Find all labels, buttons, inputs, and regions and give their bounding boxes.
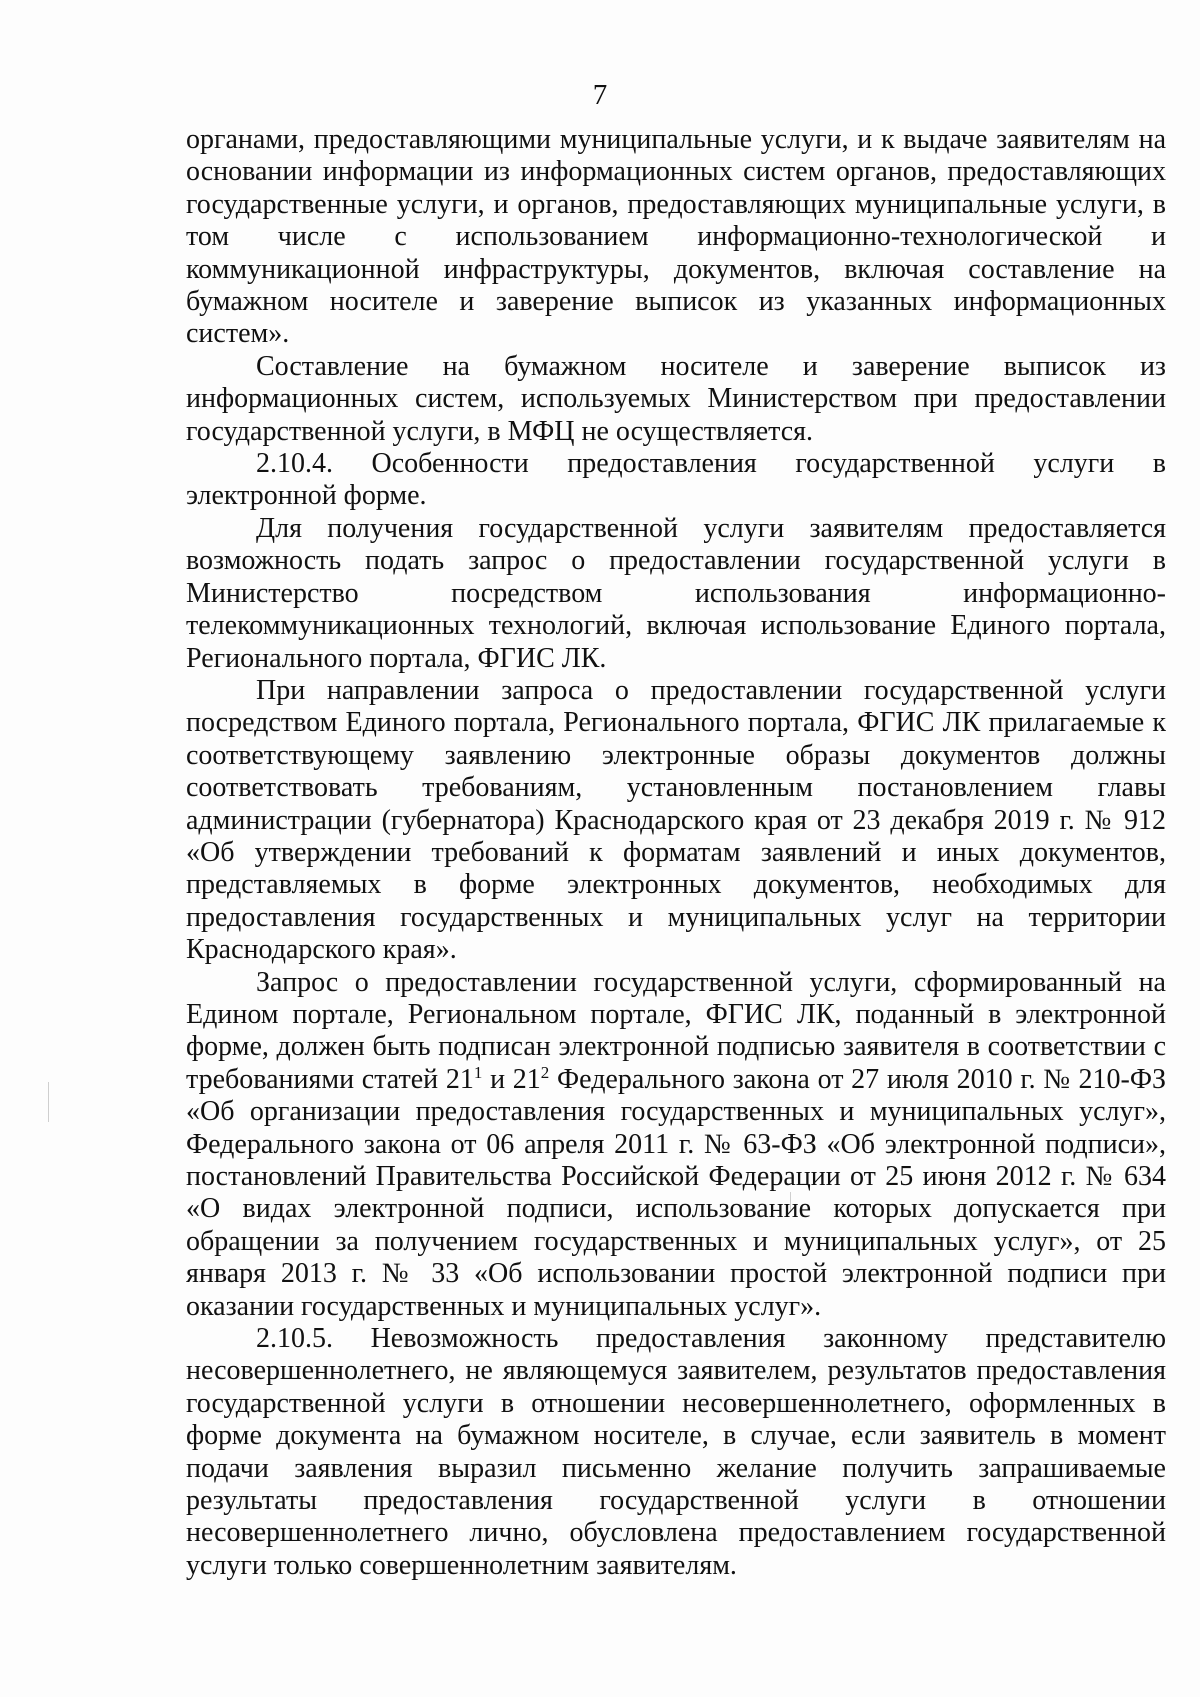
superscript-article-21-2: 2 <box>540 1062 550 1082</box>
section-paragraph-2-10-5: 2.10.5. Невозможность предоставления законному представителю несовершеннолетнего, не являющемуся заявителем, результатов предоставления государственной услуги в отношении несовершеннолетнего, оформленных в форме документа на бумажном носителе, в случае, если заявитель в момент подачи заявления выразил письменно желание получить запрашиваемые результаты предоставления государственной услуги в отношении несовершеннолетнего лично, обусловлена предоставлением государственной услуги только совершеннолетним заявителям. <box>186 1323 1166 1581</box>
paragraph-electronic-signature <box>186 967 1166 1323</box>
paragraph-mfc-extracts: Составление на бумажном носителе и заверение выписок из информационных систем, используемых Министерством при предоставлении государственной услуги, в МФЦ не осуществляется. <box>186 350 1166 447</box>
scan-margin-mark <box>48 1082 49 1122</box>
section-heading-2-10-4: 2.10.4. Особенности предоставления государственной услуги в электронной форме. <box>186 448 1166 512</box>
document-body <box>186 124 1166 1582</box>
superscript-article-21-1: 1 <box>473 1062 483 1082</box>
paragraph-signature-part-3: Федерального закона от 27 июля 2010 г. № 210-ФЗ «Об организации предоставления государственных и муниципальных услуг», Федерального закона от 06 апреля 2011 г. № 63-ФЗ «Об электронной подписи», постановлений Правительства Российской Федерации от 25 июня 2012 г. № 634 «О видах электронной подписи, использование которых допускается при обращении за получением государственных и муниципальных услуг», от 25 января 2013 г. № 33 «Об использовании простой электронной подписи при оказании государственных и муниципальных услуг». <box>186 1063 1167 1322</box>
paragraph-signature-part-2: и 21 <box>482 1063 541 1095</box>
paragraph-document-requirements: При направлении запроса о предоставлении государственной услуги посредством Единого портала, Регионального портала, ФГИС ЛК прилагаемые к соответствующему заявлению электронные образы документов должны соответствовать требованиям, установленным постановлением главы администрации (губернатора) Краснодарского края от 23 декабря 2019 г. № 912 «Об утверждении требований к форматам заявлений и иных документов, представляемых в форме электронных документов, необходимых для предоставления государственных и муниципальных услуг на территории Краснодарского края». <box>186 674 1166 966</box>
paragraph-electronic-request: Для получения государственной услуги заявителям предоставляется возможность подать запрос о предоставлении государственной услуги в Министерство посредством использования информационно-телекоммуникационных технологий, включая использование Единого портала, Регионального портала, ФГИС ЛК. <box>186 512 1166 674</box>
paragraph-signature-part-1: Запрос о предоставлении государственной услуги, сформированный на Едином портале, Региональном портале, ФГИС ЛК, поданный в электронной форме, должен быть подписан электронной подписью заявителя в соответствии с требованиями статей 21 <box>186 966 1166 1095</box>
page-number: 7 <box>592 79 608 111</box>
paragraph-continuation: органами, предоставляющими муниципальные услуги, и к выдаче заявителям на основании информации из информационных систем органов, предоставляющих государственные услуги, и органов, предоставляющих муниципальные услуги, в том числе с использованием информационно-технологической и коммуникационной инфраструктуры, документов, включая составление на бумажном носителе и заверение выписок из указанных информационных систем». <box>186 124 1166 350</box>
